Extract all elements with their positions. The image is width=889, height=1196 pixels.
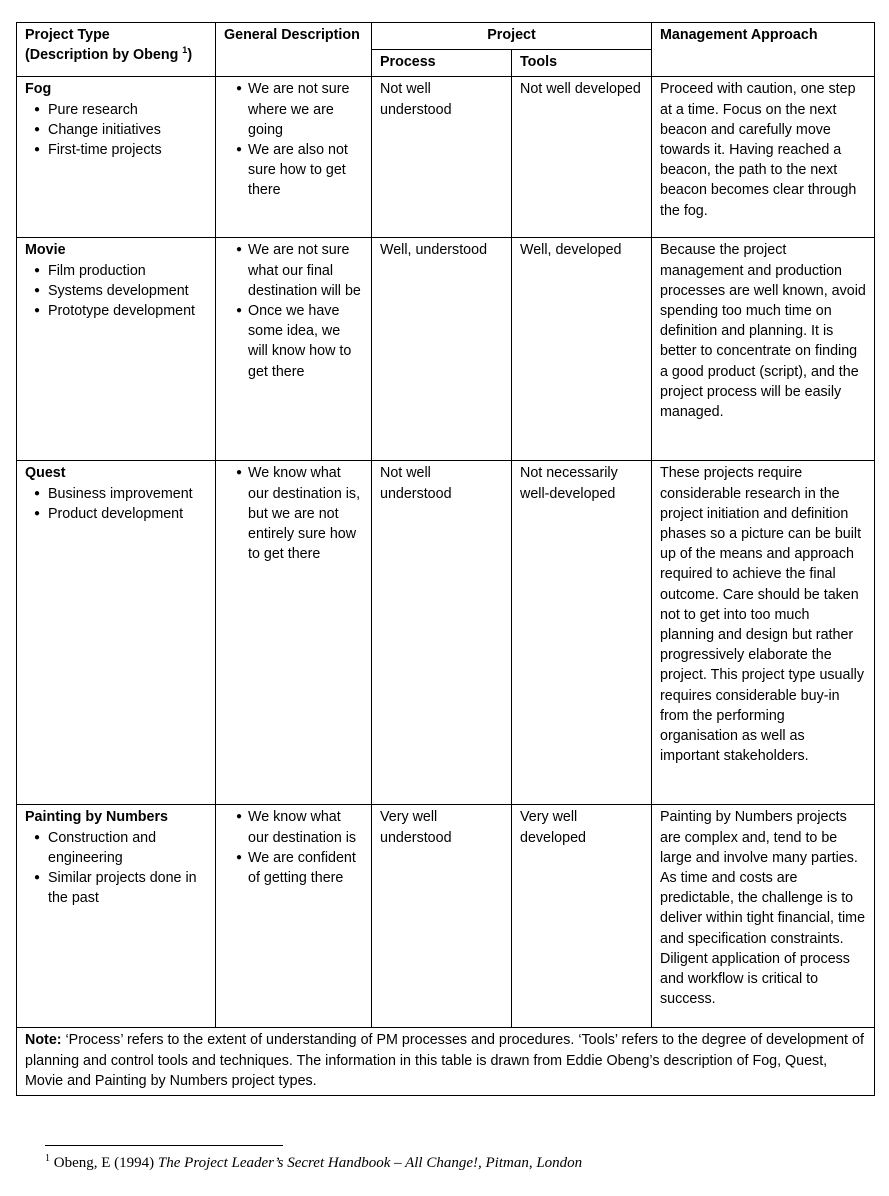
example-item: ● Similar projects done in the past: [25, 868, 207, 908]
process-cell: Very well understood: [372, 805, 512, 1028]
process-cell: Well, understood: [372, 238, 512, 461]
example-item: ● First-time projects: [25, 140, 207, 160]
table-row: [17, 238, 875, 461]
description-item: ● We are also not sure how to get there: [224, 140, 363, 201]
description-cell: [216, 238, 372, 461]
description-item: ● We are not sure what our final destination will be: [224, 240, 363, 301]
footnote-mark: 1: [45, 1153, 50, 1164]
example-item: ● Business improvement: [25, 484, 207, 504]
tools-cell: Not well developed: [512, 77, 652, 238]
project-type-name: Painting by Numbers: [25, 809, 168, 826]
header-tools: Tools: [512, 50, 652, 77]
note-text: ‘Process’ refers to the extent of understanding of PM processes and procedures. ‘Tools’ refers to the degree of development of planning and control tools and techniques. The information in this table is drawn from Eddie Obeng’s description of Fog, Quest, Movie and Painting by Numbers project types.: [25, 1032, 864, 1089]
example-item: ● Construction and engineering: [25, 828, 207, 868]
header-project: Project: [372, 23, 652, 50]
header-general-description: General Description: [216, 23, 372, 77]
table-row: [17, 461, 875, 805]
tools-cell: Very well developed: [512, 805, 652, 1028]
description-item: ● We know what our destination is, but we are not entirely sure how to get there: [224, 463, 363, 564]
project-type-name: Quest: [25, 465, 66, 482]
footnote-divider: [45, 1145, 283, 1146]
approach-cell: Proceed with caution, one step at a time. Focus on the next beacon and carefully move towards it. Having reached a beacon, the path to the next beacon becomes clear through the fog.: [652, 77, 875, 238]
project-types-table: [16, 22, 875, 1096]
footnote-ref: 1: [182, 45, 188, 56]
process-cell: Not well understood: [372, 77, 512, 238]
description-cell: [216, 805, 372, 1028]
example-item: ● Pure research: [25, 100, 207, 120]
description-item: ● Once we have some idea, we will know how to get there: [224, 301, 363, 382]
project-type-cell: [17, 238, 216, 461]
description-item: ● We know what our destination is: [224, 807, 363, 847]
example-item: ● Change initiatives: [25, 120, 207, 140]
header-management-approach: Management Approach: [652, 23, 875, 77]
project-type-name: Movie: [25, 242, 66, 259]
process-cell: Not well understood: [372, 461, 512, 805]
approach-cell: These projects require considerable research in the project initiation and definition phases so a picture can be built up of the means and approach required to achieve the final outcome. Care should be taken not to get into too much planning and design but rather progressively elaborate the project. This project type usually requires considerable buy-in from the performing organisation as well as important stakeholders.: [652, 461, 875, 805]
project-type-cell: [17, 77, 216, 238]
example-item: ● Product development: [25, 504, 207, 524]
header-process: Process: [372, 50, 512, 77]
table-row: [17, 805, 875, 1028]
project-type-name: Fog: [25, 81, 52, 98]
example-item: ● Prototype development: [25, 301, 207, 321]
description-item: ● We are confident of getting there: [224, 848, 363, 888]
tools-cell: Well, developed: [512, 238, 652, 461]
note-row: [17, 1028, 875, 1096]
description-item: ● We are not sure where we are going: [224, 79, 363, 140]
approach-cell: Because the project management and production processes are well known, avoid spending too much time on definition and planning. It is better to concentrate on finding a good product (script), and the project process will be easily managed.: [652, 238, 875, 461]
example-item: ● Film production: [25, 261, 207, 281]
table-row: [17, 77, 875, 238]
approach-cell: Painting by Numbers projects are complex and, tend to be large and involve many parties. As time and costs are predictable, the challenge is to deliver within tight financial, time and specification constraints. Diligent application of process and workflow is critical to success.: [652, 805, 875, 1028]
project-type-cell: [17, 461, 216, 805]
description-cell: [216, 77, 372, 238]
note-label: Note:: [25, 1032, 62, 1049]
description-cell: [216, 461, 372, 805]
note-cell: [17, 1028, 875, 1096]
example-item: ● Systems development: [25, 281, 207, 301]
footnote-author: Obeng, E (1994): [50, 1155, 158, 1171]
project-type-cell: [17, 805, 216, 1028]
footnote: [45, 1155, 582, 1172]
header-project-type: Project Type (Description by Obeng $^1$): [17, 23, 216, 77]
tools-cell: Not necessarily well-developed: [512, 461, 652, 805]
footnote-title: The Project Leader’s Secret Handbook – All Change!, Pitman, London: [157, 1155, 583, 1171]
